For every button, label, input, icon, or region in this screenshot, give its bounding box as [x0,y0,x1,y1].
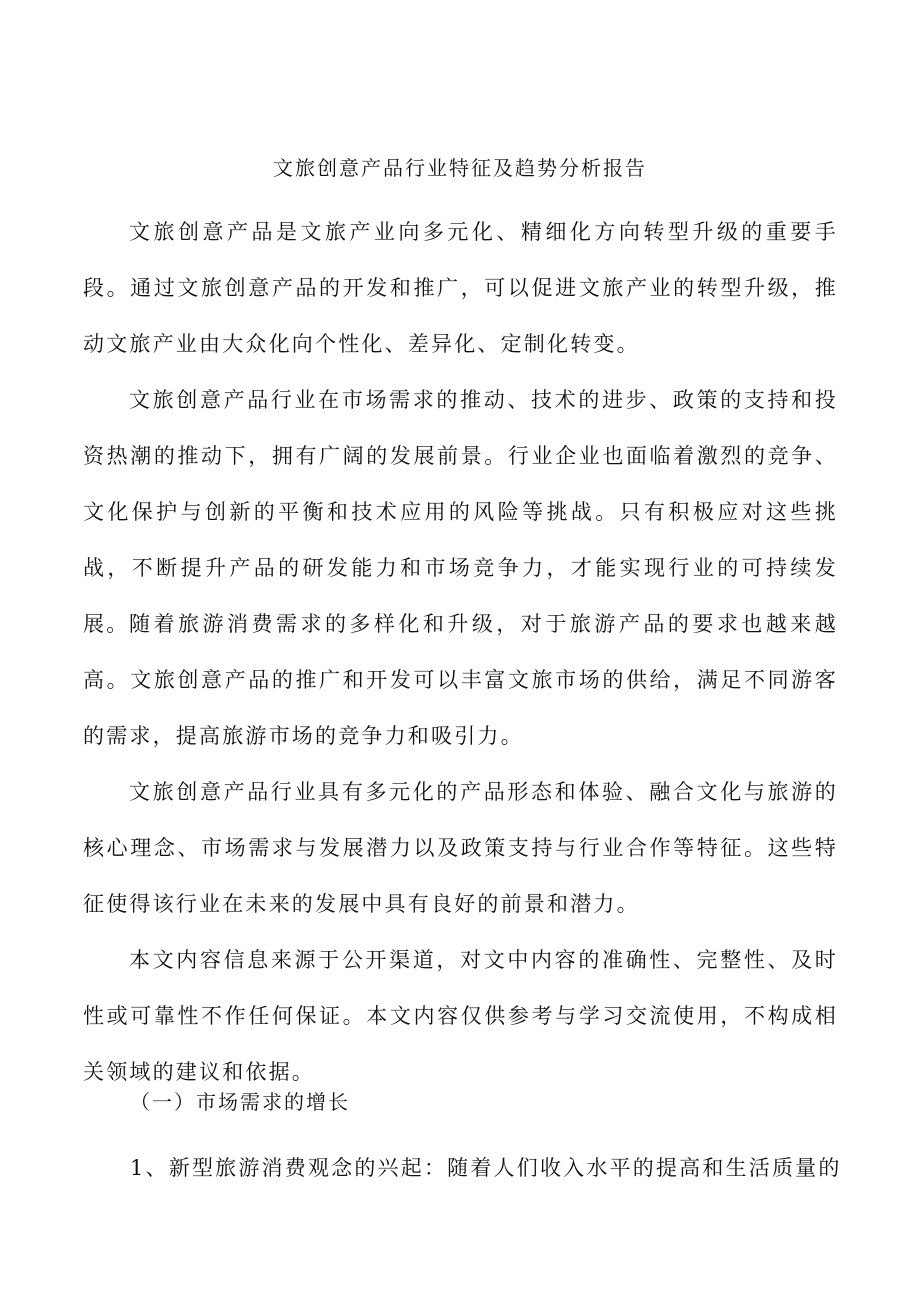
paragraph-intro: 文旅创意产品是文旅产业向多元化、精细化方向转型升级的重要手段。通过文旅创意产品的开发和推广，可以促进文旅产业的转型升级，推动文旅产业由大众化向个性化、差异化、定制化转变。 [83,220,838,356]
document-title: 文旅创意产品行业特征及趋势分析报告 [273,156,647,180]
paragraph-demand: 随着旅游消费需求的多样化和升级，对于旅游产品的要求也越来越高。文旅创意产品的推广和开发可以丰富文旅市场的供给，满足不同游客的需求，提高旅游市场的竞争力和吸引力。 [83,612,838,748]
paragraph-features: 文旅创意产品行业具有多元化的产品形态和体验、融合文化与旅游的核心理念、市场需求与发展潜力以及政策支持与行业合作等特征。这些特征使得该行业在未来的发展中具有良好的前景和潜力。 [83,780,838,916]
list-item: 1、新型旅游消费观念的兴起：随着人们收入水平的提高和生活质量的 [130,1156,842,1180]
section-heading: （一）市场需求的增长 [130,1090,350,1114]
paragraph-disclaimer: 本文内容信息来源于公开渠道，对文中内容的准确性、完整性、及时性或可靠性不作任何保证。本文内容仅供参考与学习交流使用，不构成相关领域的建议和依据。 [83,948,838,1084]
paragraph-prospects: 文旅创意产品行业在市场需求的推动、技术的进步、政策的支持和投资热潮的推动下，拥有广阔的发展前景。行业企业也面临着激烈的竞争、文化保护与创新的平衡和技术应用的风险等挑战。只有积极应对这些挑战，不断提升产品的研发能力和市场竞争力，才能实现行业的可持续发展。 [83,388,838,636]
